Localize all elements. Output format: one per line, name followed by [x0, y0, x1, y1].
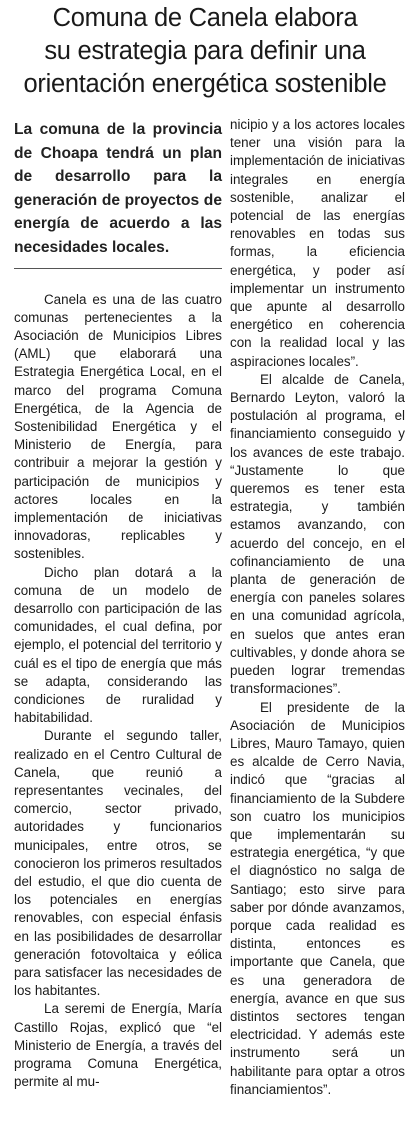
right-column	[230, 116, 405, 1099]
body-paragraph: Dicho plan dotará a la comuna de un modelo de desarrollo con participación de las comunidades, el cual defina, por ejemplo, el potencial del territorio y cuál es el tipo de energía que más se adapta, considerando las condiciones de ruralidad y habitabilidad.	[14, 564, 222, 726]
body-paragraph: nicipio y a los actores locales tener una visión para la implementación de iniciativas integrales en energía sostenible, analizar el potencial de las energías renovables en todas sus formas, la eficiencia energética, y poder así implementar un instrumento que apunte al desarrollo energético en coherencia con la realidad local y las aspiraciones locales”.	[230, 117, 405, 369]
body-paragraph: Durante el segundo taller, realizado en el Centro Cultural de Canela, que reunió a representantes vecinales, del comercio, sector privado, autoridades y funcionarios municipales, entre otros, se conocieron los primeros resultados del estudio, el que dio cuenta de los potenciales en energías renovables, con especial énfasis en las posibilidades de desarrollar generación fotovoltaica y eólica para satisfacer las necesidades de los habitantes.	[14, 728, 222, 999]
headline-line-1: Comuna de Canela elabora	[52, 4, 358, 32]
left-body	[14, 291, 222, 1092]
body-paragraph: El alcalde de Canela, Bernardo Leyton, valoró la postulación al programa, el financiamiento conseguido y los avances de este trabajo. “Justamente lo que queremos es tener esta estrategia, y también estamos avanzando, con acuerdo del concejo, en el cofinanciamiento de una planta de generación de energía con paneles solares en una comunidad agrícola, en suelos que antes eran cultivables, y donde ahora se pueden lograr tremendas transformaciones”.	[230, 371, 405, 697]
body-paragraph: Canela es una de las cuatro comunas pertenecientes a la Asociación de Municipios Libres (AML) que elaborará una Estrategia Energética Local, en el marco del programa Comuna Energética, de la Agencia de Sostenibilidad Energética y el Ministerio de Energía, para contribuir a mejorar la gestión y participación de municipios y actores locales en la implementación de iniciativas innovadoras, replicables y sostenibles.	[14, 291, 222, 562]
article-headline	[0, 2, 410, 101]
left-column	[14, 118, 222, 1092]
lead-paragraph: La comuna de la provincia de Choapa tendrá un plan de desarrollo para la generación de proyectos de energía de acuerdo a las necesidades locales.	[14, 118, 222, 269]
right-body	[230, 116, 405, 1099]
headline-line-2: su estrategia para definir una	[44, 37, 366, 65]
body-paragraph: El presidente de la Asociación de Municipios Libres, Mauro Tamayo, quien es alcalde de Cerro Navia, indicó que “gracias al financiamiento de la Subdere son cuatro los municipios que implementarán su estrategia energética, “y que el diagnóstico no salga de Santiago; esto sirve para saber por dónde avanzamos, porque cada realidad es distinta, entonces es importante que Canela, que es una generadora de energía, avance en que sus distintos sectores tengan electricidad. Y además este instrumento será un habilitante para optar a otros financiamientos”.	[230, 699, 405, 1097]
body-paragraph: La seremi de Energía, María Castillo Rojas, explicó que “el Ministerio de Energía, a través del programa Comuna Energética, permite al mu-	[14, 1001, 222, 1090]
headline-line-3: orientación energética sostenible	[23, 70, 387, 98]
